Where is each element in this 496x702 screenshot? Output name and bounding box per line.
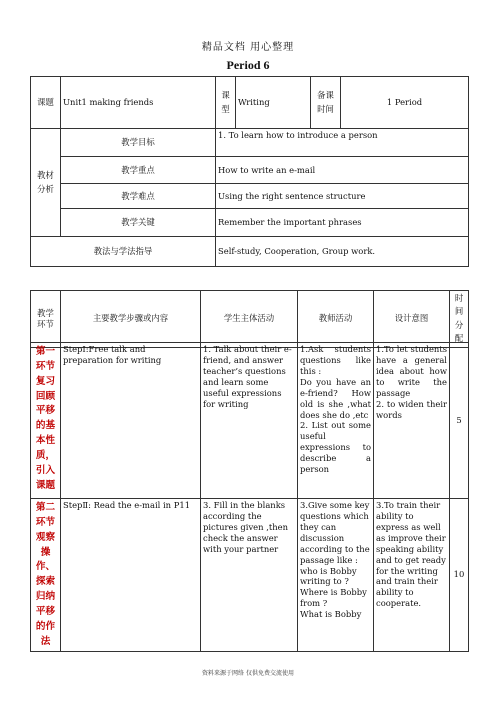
type-label: 课型 [216,77,236,129]
analysis-row-value: How to write an e-mail [216,157,469,184]
teacher-cell: 3.Give some key questions which they can discussion according to the passage like : who is Bobby writing to ? Where is Bobby from ? What is Bobby [298,499,374,652]
header-time: 时间分配 [450,291,469,348]
process-header-table [30,290,469,348]
analysis-row-label: 教学关键 [61,209,216,237]
analysis-row-label: 教学重点 [61,157,216,184]
page-header: 精品文档 用心整理 [201,42,295,53]
intent-cell: 1.To let students have a general idea about how to write the passage 2. to widen their words [374,343,450,499]
method-label: 教法与学法指导 [31,237,216,267]
header-teacher: 教师活动 [298,291,374,348]
page-footer: 资料来源于网络 仅供免费交流使用 [202,670,294,677]
teacher-cell: 1.Ask students questions like this : Do you have an e-friend? How old is she ,what does she do ,etc 2. List out some useful expressions to describe a person [298,343,374,499]
time-value: 1 Period [341,77,469,129]
steps-cell: StepⅡ: Read the e-mail in P11 [61,499,201,652]
process-table [30,342,469,652]
analysis-row-value: Remember the important phrases [216,209,469,237]
type-value: Writing [236,77,311,129]
topic-label: 课题 [31,77,61,129]
analysis-row-label: 教学目标 [61,129,216,157]
analysis-row-label: 教学难点 [61,184,216,209]
header-intent: 设计意图 [374,291,450,348]
analysis-row-value: Using the right sentence structure [216,184,469,209]
lesson-info-table [30,76,469,267]
stage-cell: 第二环节观察操作、探索归纳平移的作法 [31,499,61,652]
topic-value: Unit1 making friends [61,77,216,129]
table-row [31,343,469,499]
page-title: Period 6 [226,58,270,72]
intent-cell: 3.To train their ability to express as well as improve their speaking ability and to get ready for the writing and train their ability to cooperate. [374,499,450,652]
method-value: Self-study, Cooperation, Group work. [216,237,469,267]
student-cell: 3. Fill in the blanks according the pictures given ,then check the answer with your partner [201,499,298,652]
header-steps: 主要教学步骤或内容 [61,291,201,348]
header-stage: 教学环节 [31,291,61,348]
header-student: 学生主体活动 [201,291,298,348]
student-cell: 1. Talk about their e-friend, and answer teacher’s questions and learn some useful expressions for writing [201,343,298,499]
steps-cell: StepⅠ:Free talk and preparation for writing [61,343,201,499]
table-row [31,499,469,652]
analysis-row-value: 1. To learn how to introduce a person [216,129,469,157]
time-cell: 10 [450,499,469,652]
time-label: 备课时间 [311,77,341,129]
stage-cell: 第一环节复习回顾平移的基本性质，引入课题 [31,343,61,499]
analysis-label: 教材分析 [31,129,61,237]
time-cell: 5 [450,343,469,499]
